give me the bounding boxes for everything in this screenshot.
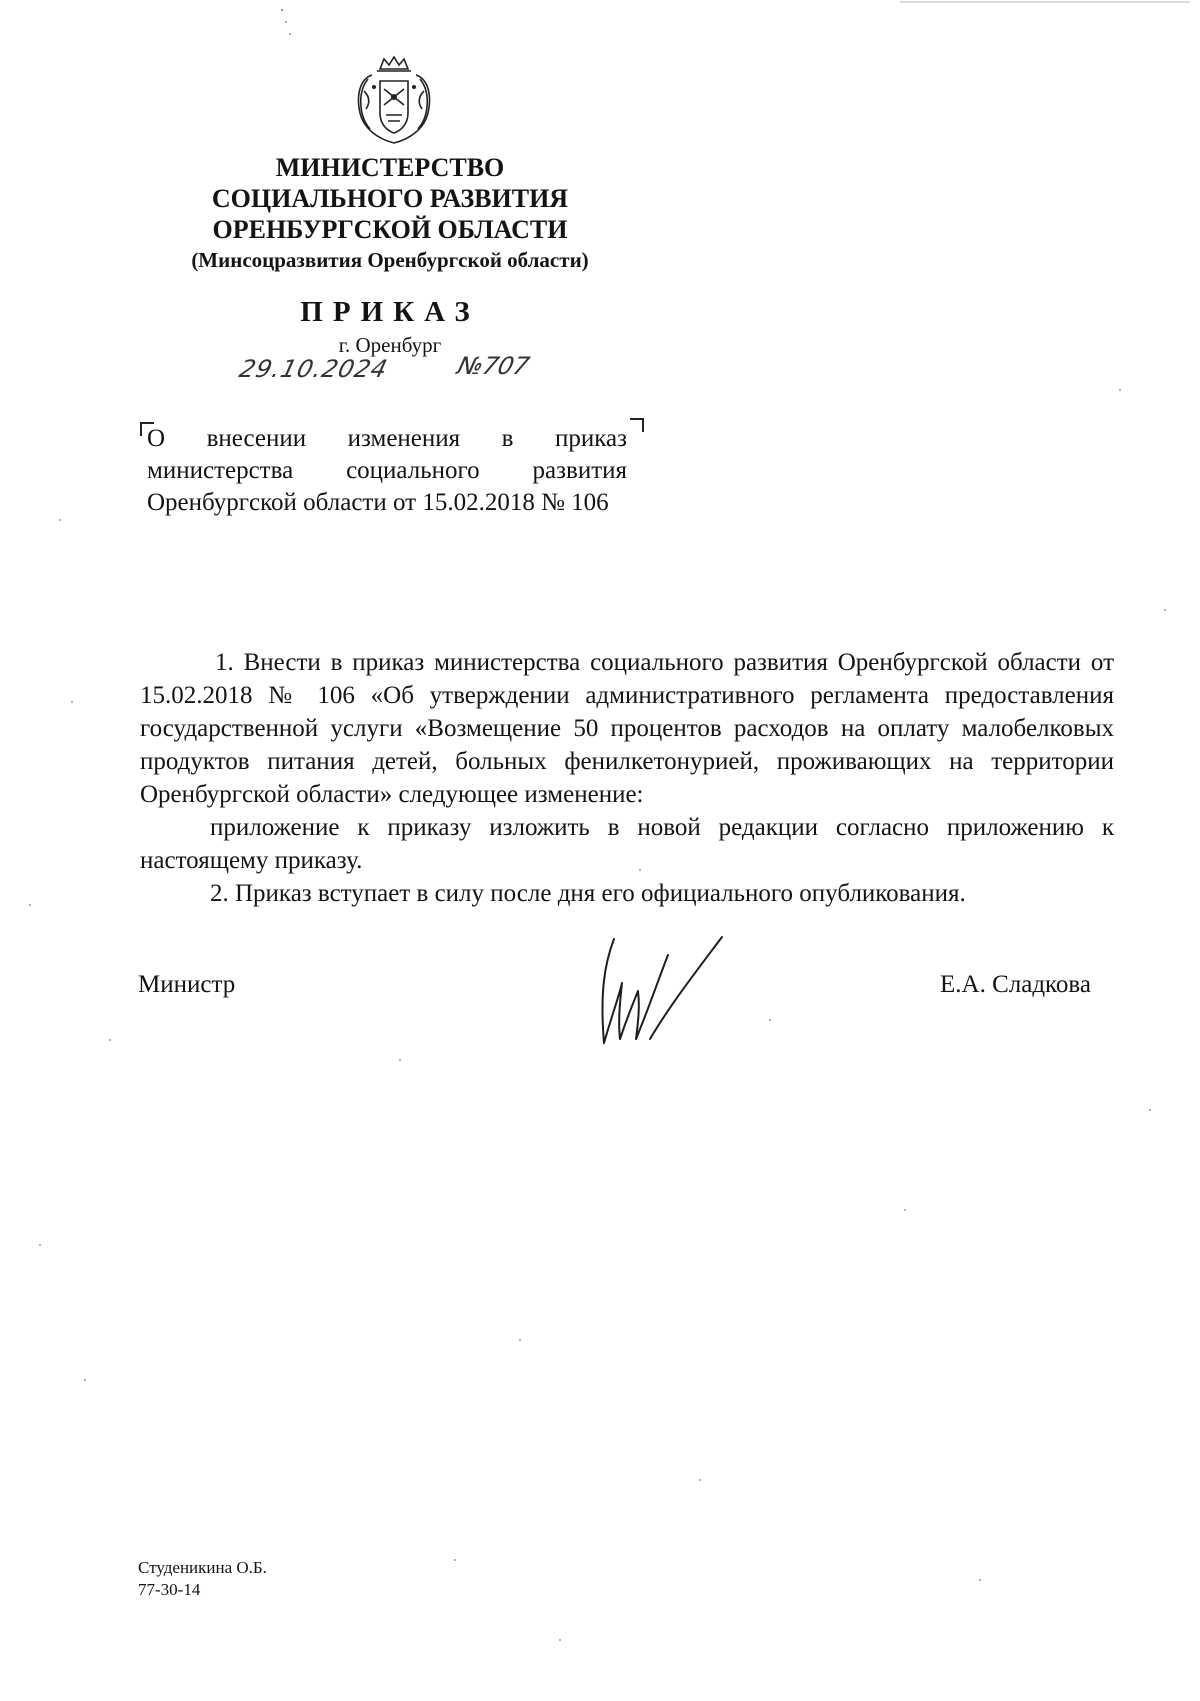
order-city: г. Оренбург — [338, 333, 442, 357]
body-paragraph-1: 1. Внести в приказ министерства социального развития Оренбургской области от 15.02.2018 № 106 «Об утверждении административного регламента предоставления государственной услуги «Возмещение 50 процентов расходов на оплату малобелковых продуктов питания детей, больных фенилкетонурией, проживающих на территории Оренбургской области» следующее изменение: — [140, 649, 1114, 808]
handwritten-signature-icon — [590, 935, 740, 1047]
executor-name: Студеникина О.Б. — [138, 1558, 267, 1577]
signer-title: Министр — [138, 971, 236, 998]
ministry-name — [150, 152, 630, 275]
order-title: ПРИКАЗ — [300, 296, 480, 328]
ministry-line-2: СОЦИАЛЬНОГО РАЗВИТИЯ — [211, 184, 569, 213]
subject-bracket-right — [630, 418, 644, 432]
ministry-short-name: (Минсоцразвития Оренбургской области) — [191, 248, 589, 272]
body-paragraph-3: 2. Приказ вступает в силу после дня его официального опубликования. — [210, 880, 966, 907]
order-body — [140, 646, 1114, 910]
executor-phone: 77-30-14 — [138, 1580, 201, 1599]
order-subject: О внесении изменения в приказ министерства социального развития Оренбургской области от 15.02.2018 № 106 — [147, 425, 627, 516]
ministry-line-3: ОРЕНБУРГСКОЙ ОБЛАСТИ — [212, 215, 568, 244]
handwritten-number: №707 — [454, 352, 533, 380]
signer-name: Е.А. Сладкова — [940, 971, 1091, 998]
coat-of-arms-icon — [350, 55, 438, 147]
executor-info — [138, 1557, 267, 1601]
body-paragraph-2: приложение к приказу изложить в новой редакции согласно приложению к настоящему приказу. — [140, 814, 1114, 874]
ministry-line-1: МИНИСТЕРСТВО — [275, 153, 505, 182]
handwritten-date: 29.10.2024 — [236, 355, 391, 383]
